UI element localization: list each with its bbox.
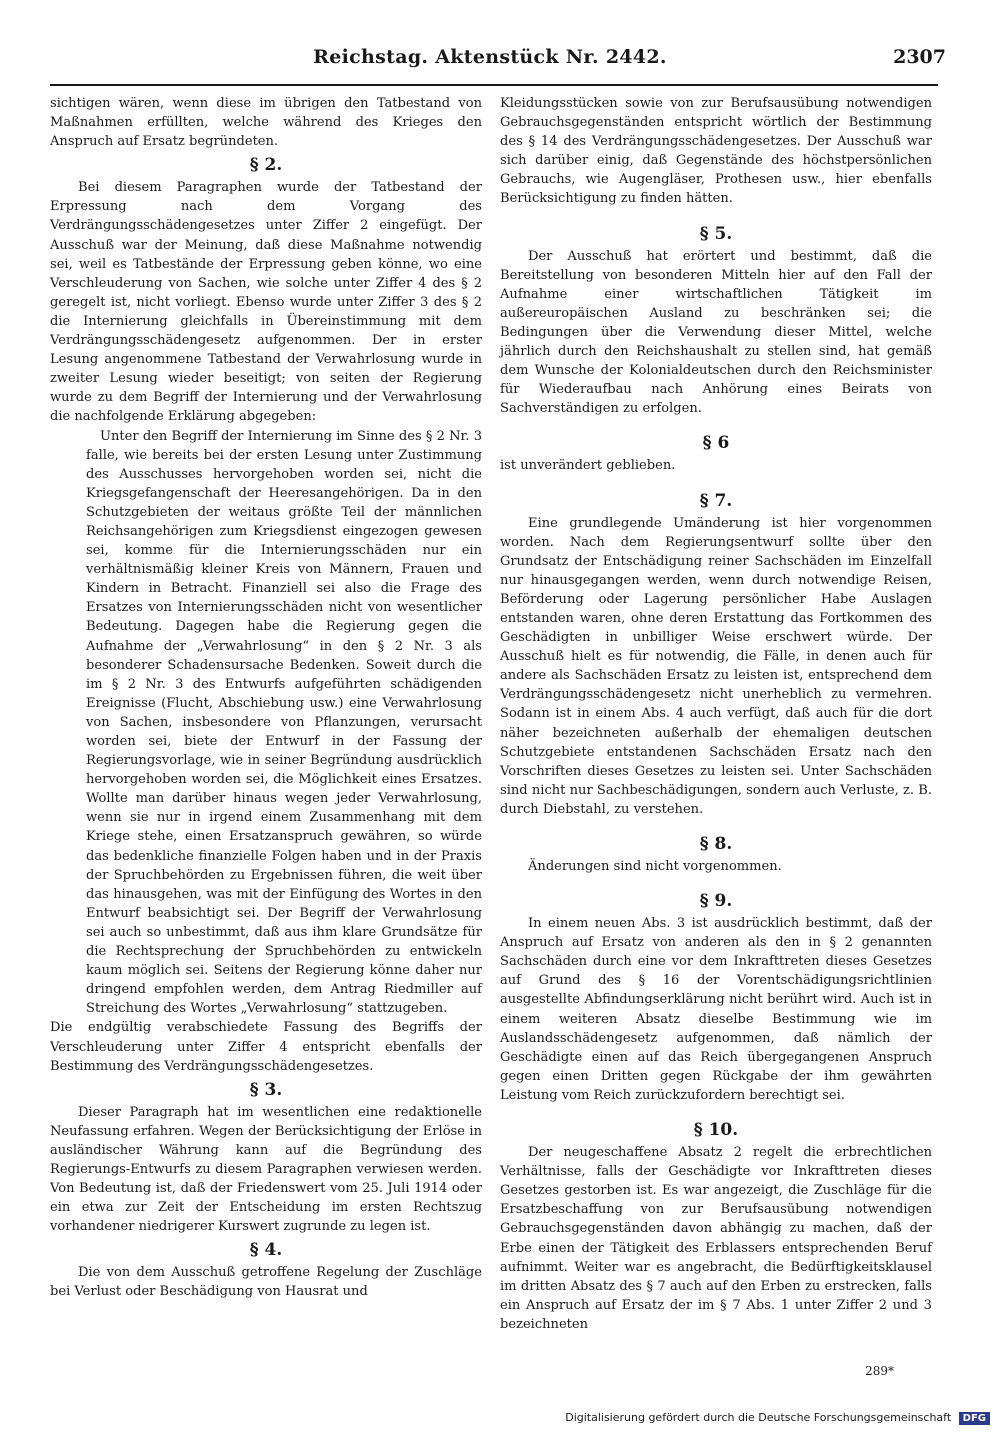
digitization-note bbox=[565, 1411, 990, 1425]
paragraph: Eine grundlegende Umänderung ist hier vorgenommen worden. Nach dem Regierungsentwurf sollte über den Grundsatz der Entschädigung reiner Sachschäden im Einzelfall nur hinausgegangen werden, wenn durch notwendige Reisen, Beförderung oder Lagerung persönlicher Habe Auslagen entstanden waren, ohne deren Erstattung das Fortkommen des Geschädigten in unbilliger Weise erschwert würde. Der Ausschuß hielt es für notwendig, die Fälle, in denen auch für andere als Sachschäden Ersatz zu leisten ist, entsprechend dem Verdrängungsschädengesetz nicht unerheblich zu vermehren. Sodann ist in einem Abs. 4 auch verfügt, daß auch für die dort näher bezeichneten außerhalb der ehemaligen deutschen Schutzgebiete entstandenen Sachschäden Ersatz nach den Vorschriften dieses Gesetzes zu leisten sei. Unter Sachschäden sind nicht nur Sachbeschädigungen, sondern auch Verluste, z. B. durch Diebstahl, zu verstehen. bbox=[500, 515, 932, 817]
section-heading-5: § 5. bbox=[699, 223, 733, 244]
dfg-credit-text: Digitalisierung gefördert durch die Deutsche Forschungsgemeinschaft bbox=[565, 1411, 952, 1424]
paragraph: ist unverändert geblieben. bbox=[500, 458, 676, 474]
dfg-logo-icon: DFG bbox=[959, 1412, 990, 1425]
section-heading-10: § 10. bbox=[693, 1120, 739, 1141]
paragraph: Dieser Paragraph hat im wesentlichen eine redaktionelle Neufassung erfahren. Wegen der Berücksichtigung der Erlöse in ausländischer Währung kann auf die Begründung des Regierungs-Entwurfs zu diesem Paragraphen verwiesen werden. Von Bedeutung ist, daß der Friedenswert vom 25. Juli 1914 oder ein etwa zur Zeit der Entscheidung im ersten Rechtszug vorhandener niedrigerer Kurswert zugrunde zu legen ist. bbox=[50, 1104, 482, 1235]
paragraph: Der neugeschaffene Absatz 2 regelt die erbrechtlichen Verhältnisse, falls der Geschädigte vor Inkrafttreten dieses Gesetzes gestorben ist. Es war angezeigt, die Zuschläge für die Ersatzbeschaffung von zur Berufsausübung notwendigen Gebrauchsgegenständen davon abhängig zu machen, daß der Erbe einen der Tätigkeit des Erblassers entsprechenden Beruf aufnimmt. Weiter war es angebracht, die Bedürftigkeitsklausel im dritten Absatz des § 7 auch auf den Erben zu erstrecken, falls ein Anspruch auf Ersatz der im § 7 Abs. 1 unter Ziffer 2 und 3 bezeichneten bbox=[500, 1145, 932, 1332]
section-heading-6: § 6 bbox=[702, 433, 730, 454]
paragraph: Die von dem Ausschuß getroffene Regelung der Zuschläge bei Verlust oder Beschädigung von Hausrat und bbox=[50, 1265, 482, 1300]
page-header bbox=[40, 46, 946, 78]
paragraph: Der Ausschuß hat erörtert und bestimmt, daß die Bereitstellung von besonderen Mitteln hier auf den Fall der Aufnahme einer wirtschaftlichen Tätigkeit im außereuropäischen Ausland zu beschränken sei; die Bedingungen über die Verwendung dieser Mittel, welche jährlich durch den Reichshaushalt zu stellen sind, hat gemäß dem Wunsche der Kolonialdeutschen durch den Reichsminister für Wiederaufbau nach Anhörung eines Beirats von Sachverständigen zu erfolgen. bbox=[500, 248, 932, 417]
paragraph: Die endgültig verabschiedete Fassung des Begriffs der Verschleuderung unter Ziffer 4 entspricht ebenfalls der Bestimmung des Verdrängungsschädengesetzes. bbox=[50, 1020, 482, 1074]
sheet-signature: 289* bbox=[865, 1364, 894, 1378]
government-statement: Unter den Begriff der Internierung im Sinne des § 2 Nr. 3 falle, wie bereits bei der ersten Lesung unter Zustimmung des Ausschusses hervorgehoben worden sei, nicht die Kriegsgefangenschaft der Heeresangehörigen. Da in den Schutzgebieten der weitaus größte Teil der männlichen Reichsangehörigen zum Kriegsdienst eingezogen gewesen sei, komme für die Internierungsschäden nur ein verhältnismäßig kleiner Kreis von Männern, Frauen und Kindern in Betracht. Finanziell sei also die Frage des Ersatzes von Internierungsschäden nicht von wesentlicher Bedeutung. Dagegen habe die Regierung gegen die Aufnahme der „Verwahrlosung“ in den § 2 Nr. 3 als besonderer Schadensursache Bedenken. Soweit durch die im § 2 Nr. 3 des Entwurfs aufgeführten schädigenden Ereignisse (Flucht, Abschiebung usw.) eine Verwahrlosung von Sachen, insbesondere von Pflanzungen, verursacht worden sei, biete der Entwurf in der Fassung der Regierungsvorlage, wie in seiner Begründung ausdrücklich hervorgehoben worden sei, die Möglichkeit eines Ersatzes. Wollte man darüber hinaus wegen jeder Verwahrlosung, wenn sie nur in irgend einem Zusammenhang mit dem Kriege stehe, einen Ersatzanspruch gewähren, so würde das bedenkliche finanzielle Folgen haben und in der Praxis der Spruchbehörden zu Ergebnissen führen, die weit über das hinausgehen, was mit der Einfügung des Wortes in den Entwurf beabsichtigt sei. Der Begriff der Verwahrlosung sei auch so unbestimmt, daß aus ihm klare Grundsätze für die Rechtsprechung der Spruchbehörden zu entwickeln kaum möglich sei. Seitens der Regierung könne daher nur dringend empfohlen werden, dem Antrag Riedmiller auf Streichung des Wortes „Verwahrlosung“ stattzugeben. bbox=[86, 428, 482, 1017]
section-heading-7: § 7. bbox=[699, 490, 733, 511]
paragraph: In einem neuen Abs. 3 ist ausdrücklich bestimmt, daß der Anspruch auf Ersatz von anderen als den in § 2 genannten Sachschäden durch eine vor dem Inkrafttreten dieses Gesetzes auf Grund des § 16 der Vorentschädigungsrichtlinien ausgestellte Abfindungserklärung nicht berührt wird. Auch ist in einem weiteren Absatz dieselbe Bestimmung wie im Auslandsschädengesetz aufgenommen, daß nämlich der Geschädigte einen auf das Reich übergegangenen Anspruch gegen einen Dritten gegen Rückgabe der ihm gewährten Leistung vom Reich zurückzufordern berechtigt sei. bbox=[500, 916, 932, 1103]
running-title: Reichstag. Aktenstück Nr. 2442. bbox=[313, 46, 667, 68]
header-rule bbox=[50, 84, 938, 86]
paragraph: Bei diesem Paragraphen wurde der Tatbestand der Erpressung nach dem Vorgang des Verdrängungsschädengesetzes unter Ziffer 2 eingefügt. Der Ausschuß war der Meinung, daß diese Maßnahme notwendig sei, weil es Tatbestände der Erpressung geben könne, wo eine Verschleuderung von Sachen, wie solche unter Ziffer 4 des § 2 geregelt ist, nicht vorliegt. Ebenso wurde unter Ziffer 3 des § 2 die Internierung gleichfalls in Übereinstimmung mit dem Verdrängungsschädengesetz aufgenommen. Der in erster Lesung angenommene Tatbestand der Verwahrlosung wurde in zweiter Lesung wieder beseitigt; von seiten der Regierung wurde zu dem Begriff der Internierung und der Verwahrlosung die nachfolgende Erklärung abgegeben: bbox=[50, 180, 482, 425]
paragraph: Änderungen sind nicht vorgenommen. bbox=[528, 859, 782, 874]
left-column bbox=[50, 94, 482, 1302]
section-heading-4: § 4. bbox=[249, 1240, 283, 1261]
paragraph: Kleidungsstücken sowie von zur Berufsausübung notwendigen Gebrauchsgegenständen entspricht wörtlich der Bestimmung des § 14 des Verdrängungsschädengesetzes. Der Ausschuß war sich darüber einig, daß Gegenstände des höchstpersönlichen Gebrauchs, wie Augengläser, Prothesen usw., hier ebenfalls Berücksichtigung zu finden hätten. bbox=[500, 96, 932, 207]
page-number: 2307 bbox=[893, 46, 946, 68]
section-heading-9: § 9. bbox=[699, 891, 733, 912]
section-heading-8: § 8. bbox=[699, 834, 733, 854]
section-heading-2: § 2. bbox=[249, 155, 283, 176]
right-column bbox=[500, 94, 932, 1334]
section-heading-3: § 3. bbox=[249, 1079, 283, 1100]
paragraph: sichtigen wären, wenn diese im übrigen den Tatbestand von Maßnahmen erfüllten, welche während des Krieges den Anspruch auf Ersatz begründeten. bbox=[50, 96, 482, 150]
